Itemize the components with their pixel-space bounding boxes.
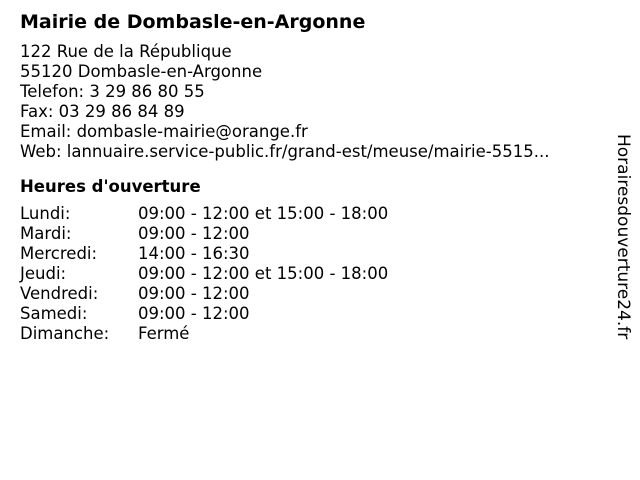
time-value: 14:00 - 16:30	[138, 244, 250, 263]
fax-number: Fax: 03 29 86 84 89	[20, 102, 185, 121]
hours-heading: Heures d'ouverture	[20, 177, 201, 196]
time-value: 09:00 - 12:00	[138, 224, 250, 243]
hours-row-thursday	[20, 264, 600, 284]
day-label: Dimanche:	[20, 324, 110, 343]
page-title: Mairie de Dombasle-en-Argonne	[20, 11, 366, 33]
day-label: Vendredi:	[20, 284, 99, 303]
day-label: Mercredi:	[20, 244, 98, 263]
hours-row-friday	[20, 284, 600, 304]
hours-row-monday	[20, 204, 600, 224]
hours-row-sunday	[20, 324, 600, 344]
hours-table	[20, 204, 600, 344]
page-content	[20, 8, 600, 344]
time-value: 09:00 - 12:00	[138, 284, 250, 303]
address-city: 55120 Dombasle-en-Argonne	[20, 62, 263, 81]
email-address: Email: dombasle-mairie@orange.fr	[20, 122, 308, 141]
phone-number: Telefon: 3 29 86 80 55	[20, 82, 205, 101]
contact-block	[20, 42, 600, 162]
brand-watermark	[610, 134, 634, 374]
day-label: Jeudi:	[20, 264, 67, 283]
day-label: Lundi:	[20, 204, 71, 223]
hours-row-wednesday	[20, 244, 600, 264]
brand-text: Horairesdouverture24.fr	[613, 134, 633, 340]
website-url: Web: lannuaire.service-public.fr/grand-est/meuse/mairie-5515...	[20, 142, 550, 161]
time-value: 09:00 - 12:00	[138, 304, 250, 323]
hours-row-saturday	[20, 304, 600, 324]
time-value: Fermé	[138, 324, 190, 343]
address-street: 122 Rue de la République	[20, 42, 232, 61]
time-value: 09:00 - 12:00 et 15:00 - 18:00	[138, 264, 389, 283]
hours-row-tuesday	[20, 224, 600, 244]
day-label: Mardi:	[20, 224, 72, 243]
day-label: Samedi:	[20, 304, 88, 323]
time-value: 09:00 - 12:00 et 15:00 - 18:00	[138, 204, 389, 223]
